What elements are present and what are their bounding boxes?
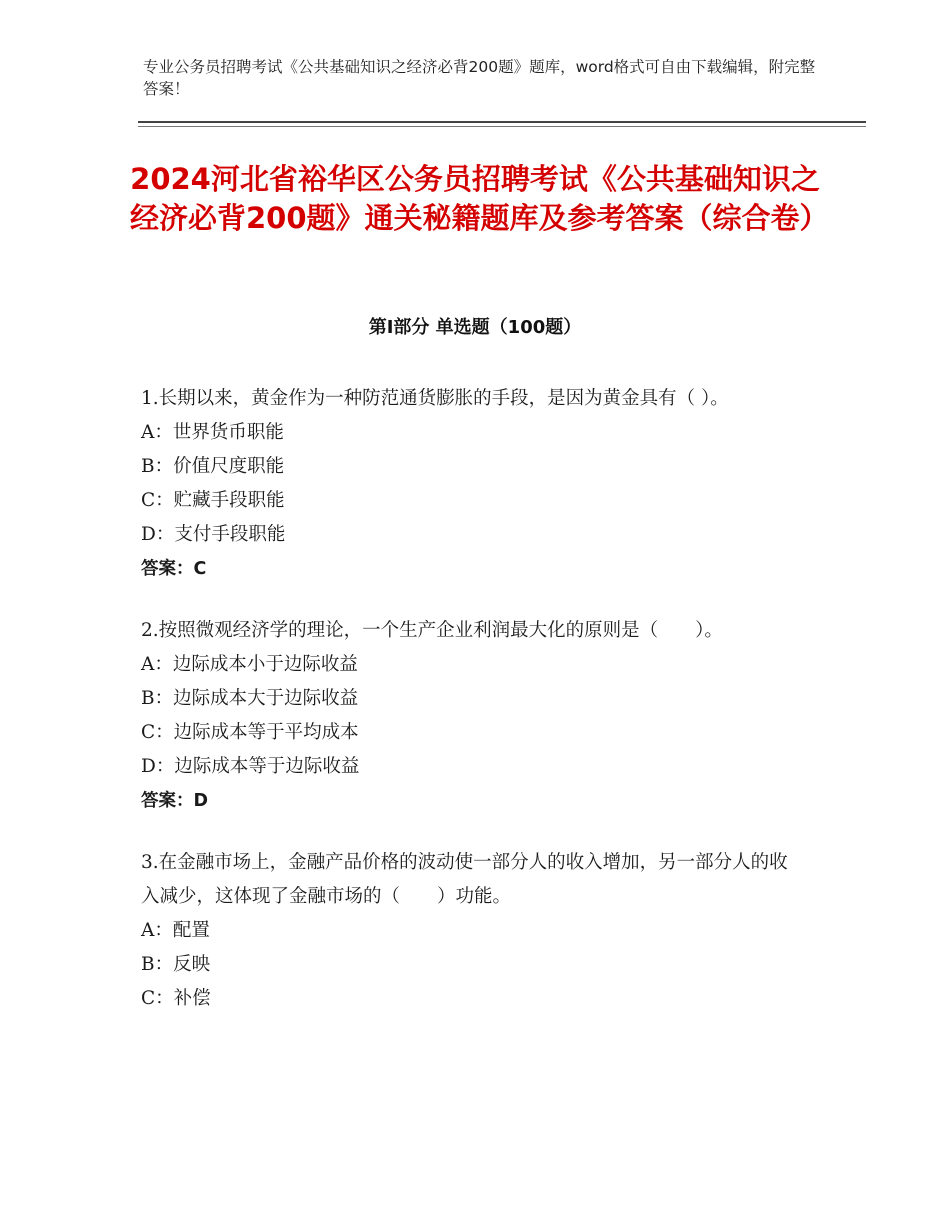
option-b: B：边际成本大于边际收益 [141,688,359,709]
answer: 答案：C [141,559,207,579]
answer: 答案：D [141,791,209,811]
option-c: C：边际成本等于平均成本 [141,722,359,743]
header-divider-thick [138,121,866,123]
question-stem: 2.按照微观经济学的理论，一个生产企业利润最大化的原则是（ ）。 [141,620,723,641]
question-list [141,382,801,1044]
question-3 [141,846,801,1016]
question-stem: 3.在金融市场上，金融产品价格的波动使一部分人的收入增加，另一部分人的收入减少，这体现了金融市场的（ ）功能。 [141,852,788,907]
question-1 [141,382,801,586]
option-c: C：补偿 [141,988,211,1009]
option-a: A：边际成本小于边际收益 [141,654,358,675]
option-b: B：价值尺度职能 [141,456,285,477]
header-note: 专业公务员招聘考试《公共基础知识之经济必背200题》题库，word格式可自由下载编辑，附完整答案！ [143,58,816,98]
option-d: D：支付手段职能 [141,524,286,545]
option-a: A：配置 [141,920,210,941]
document-title: 2024河北省裕华区公务员招聘考试《公共基础知识之经济必背200题》通关秘籍题库及参考答案（综合卷） [130,162,829,235]
header-divider-thin [138,126,866,127]
section-title: 第Ⅰ部分 单选题（100题） [368,317,582,338]
question-stem: 1.长期以来，黄金作为一种防范通货膨胀的手段，是因为黄金具有（ ）。 [141,388,729,409]
option-d: D：边际成本等于边际收益 [141,756,360,777]
question-2 [141,614,801,818]
option-a: A：世界货币职能 [141,422,284,443]
option-b: B：反映 [141,954,211,975]
option-c: C：贮藏手段职能 [141,490,285,511]
